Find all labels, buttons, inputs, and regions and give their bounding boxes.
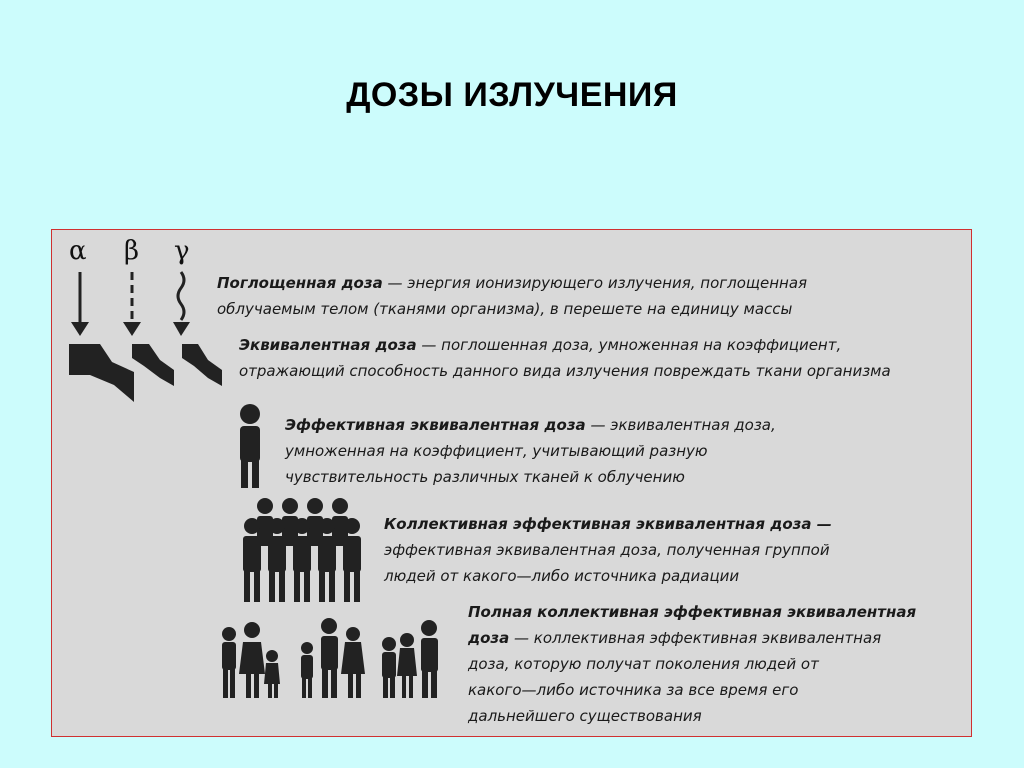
effective-dose-text xyxy=(285,412,776,490)
dose-desc: — поглошенная доза, умноженная на коэффициент, xyxy=(416,336,842,354)
dose-desc: отражающий способность данного вида излучения повреждать ткани организма xyxy=(239,362,891,380)
dose-desc: какого—либо источника за все время его xyxy=(468,681,799,699)
dose-desc: умноженная на коэффициент, учитывающий разную xyxy=(285,442,708,460)
dose-term: Эффективная эквивалентная доза xyxy=(285,416,586,434)
dose-term: Эквивалентная доза xyxy=(239,336,417,354)
generations-people-icon xyxy=(217,618,452,708)
dose-desc: — коллективная эффективная эквивалентная xyxy=(509,629,882,647)
absorbed-dose-text xyxy=(217,270,807,322)
equivalent-dose-text xyxy=(239,332,891,384)
gamma-symbol: γ xyxy=(174,236,190,266)
dose-term: Коллективная эффективная эквивалентная доза — xyxy=(384,515,832,533)
single-person-icon xyxy=(232,400,272,495)
dose-diagram-panel xyxy=(51,229,972,737)
dose-desc: людей от какого—либо источника радиации xyxy=(384,567,740,585)
slide-title: ДОЗЫ ИЗЛУЧЕНИЯ xyxy=(346,76,678,114)
dose-term: Поглощенная доза xyxy=(217,274,383,292)
dose-desc: доза, которую получат поколения людей от xyxy=(468,655,819,673)
collective-dose-text xyxy=(384,511,832,589)
dose-desc: чувствительность различных тканей к облучению xyxy=(285,468,685,486)
dose-desc: дальнейшего существования xyxy=(468,707,702,725)
alpha-symbol: α xyxy=(69,236,87,266)
dose-desc: эффективная эквивалентная доза, полученная группой xyxy=(384,541,830,559)
dose-desc: — энергия ионизирующего излучения, поглощенная xyxy=(382,274,808,292)
beta-symbol: β xyxy=(124,236,140,266)
dose-desc: — эквивалентная доза, xyxy=(585,416,776,434)
group-people-icon xyxy=(232,494,372,606)
dose-desc: облучаемым телом (тканями организма), в перешете на единицу массы xyxy=(217,300,793,318)
dose-term: доза xyxy=(468,629,510,647)
total-collective-dose-text xyxy=(468,599,916,729)
dose-term: Полная коллективная эффективная эквивалентная xyxy=(468,603,917,621)
